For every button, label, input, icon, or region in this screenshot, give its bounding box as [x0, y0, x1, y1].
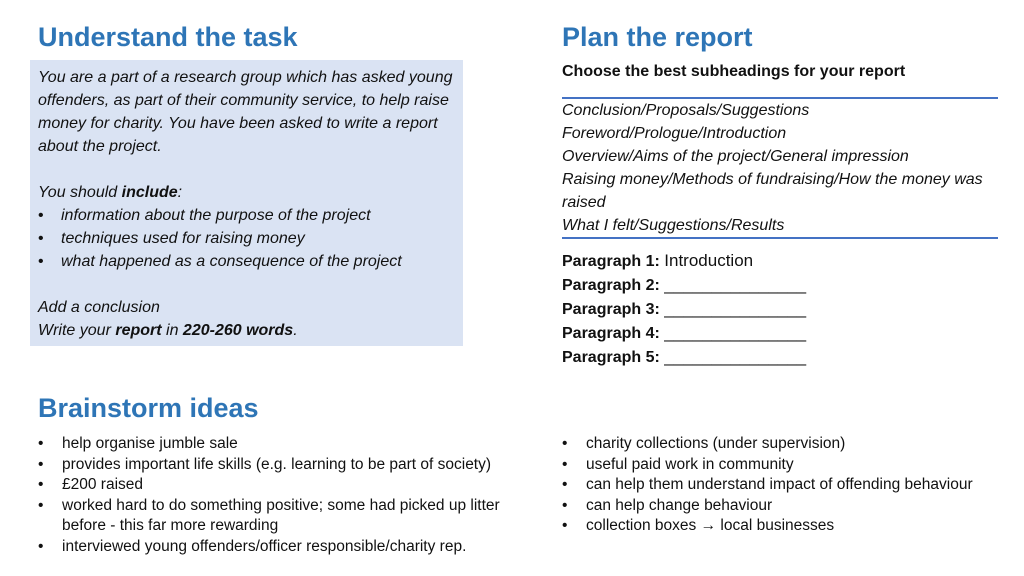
word-limit-bold: 220-260 words	[182, 322, 294, 339]
brainstorm-item: • charity collections (under supervision)	[562, 434, 1012, 455]
subheading-option: Conclusion/Proposals/Suggestions	[562, 102, 810, 119]
brainstorm-item: • help organise jumble sale	[38, 434, 518, 455]
paragraph-label: Paragraph 4:	[562, 325, 660, 342]
paragraph-plan	[562, 249, 998, 369]
brainstorm-item: • can help them understand impact of offending behaviour	[562, 475, 1012, 496]
task-bullet: • information about the purpose of the project	[38, 204, 455, 227]
paragraph-label: Paragraph 5:	[562, 349, 660, 366]
brainstorm-item: • worked hard to do something positive; some had picked up litter before - this far more rewarding	[38, 496, 518, 537]
paragraph-blank: _______________	[664, 275, 807, 294]
include-suffix: :	[177, 184, 183, 201]
paragraph-value: Introduction	[664, 251, 754, 270]
brainstorm-item: • provides important life skills (e.g. learning to be part of society)	[38, 455, 518, 476]
brainstorm-list-left	[38, 434, 518, 557]
plan-subtitle: Choose the best subheadings for your report	[562, 63, 906, 80]
paragraph-blank: _______________	[664, 323, 807, 342]
write-mid: in	[161, 322, 183, 339]
paragraph-label: Paragraph 3:	[562, 301, 660, 318]
subheading-options	[562, 99, 998, 237]
write-prefix: Write your	[38, 322, 116, 339]
paragraph-label: Paragraph 1:	[562, 253, 660, 270]
paragraph-label: Paragraph 2:	[562, 277, 660, 294]
plan-report-heading: Plan the report	[562, 22, 753, 52]
plan-section	[562, 60, 998, 369]
brainstorm-item: • collection boxes → local businesses	[562, 516, 1012, 537]
understand-task-heading: Understand the task	[38, 22, 298, 52]
paragraph-row	[562, 345, 998, 369]
paragraph-row	[562, 297, 998, 321]
brainstorm-item: • useful paid work in community	[562, 455, 1012, 476]
paragraph-row	[562, 249, 998, 273]
paragraph-row	[562, 273, 998, 297]
subheading-option: What I felt/Suggestions/Results	[562, 217, 785, 234]
task-bullet: • what happened as a consequence of the project	[38, 250, 455, 273]
brainstorm-item: • interviewed young offenders/officer responsible/charity rep.	[38, 537, 518, 558]
subheading-option: Foreword/Prologue/Introduction	[562, 125, 787, 142]
brainstorm-heading: Brainstorm ideas	[38, 393, 259, 423]
task-word-count	[38, 319, 455, 342]
options-bottom-divider	[562, 237, 998, 239]
paragraph-blank: _______________	[664, 299, 807, 318]
write-suffix: .	[293, 322, 298, 339]
include-bold: include	[121, 184, 178, 201]
task-bullet: • techniques used for raising money	[38, 227, 455, 250]
brainstorm-item: • £200 raised	[38, 475, 518, 496]
paragraph-row	[562, 321, 998, 345]
brainstorm-list-right	[562, 434, 1012, 537]
paragraph-blank: _______________	[664, 347, 807, 366]
task-intro: You are a part of a research group which has asked young offenders, as part of their community service, to help raise money for charity. You have been asked to write a report about the project.	[38, 69, 453, 155]
task-conclusion: Add a conclusion	[38, 299, 160, 316]
subheading-option: Raising money/Methods of fundraising/How the money was raised	[562, 171, 983, 211]
brainstorm-item: • can help change behaviour	[562, 496, 1012, 517]
task-box	[30, 60, 463, 346]
task-include-line	[38, 181, 455, 204]
write-report-bold: report	[115, 322, 162, 339]
include-prefix: You should	[38, 184, 122, 201]
task-bullets	[38, 204, 455, 273]
subheading-option: Overview/Aims of the project/General impression	[562, 148, 909, 165]
